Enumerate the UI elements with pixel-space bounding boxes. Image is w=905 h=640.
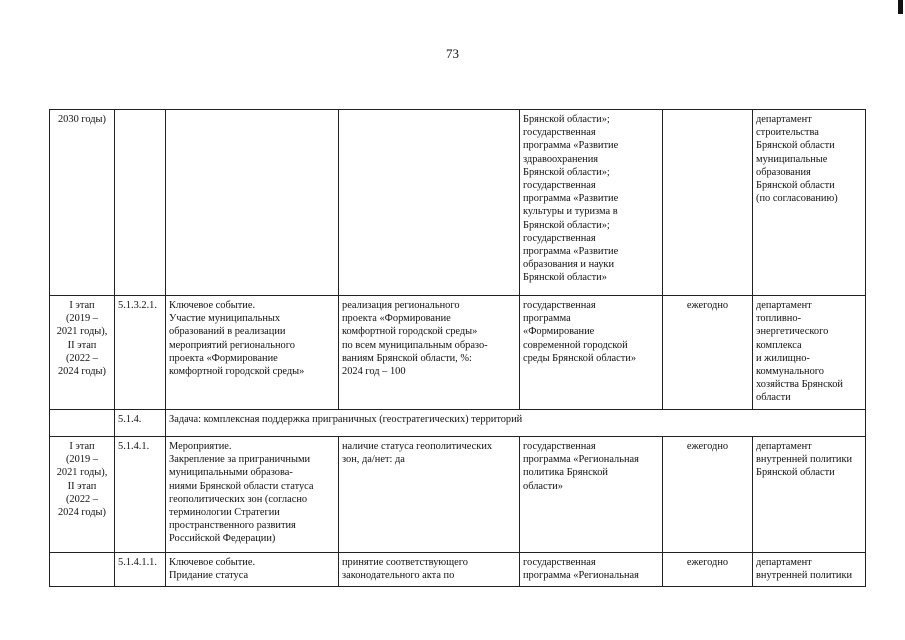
- responsible-cell: департамент строительства Брянской области муниципальные образования Брянской области (по согласованию): [753, 110, 866, 296]
- activity-name-cell: Ключевое событие. Участие муниципальных образований в реализации мероприятий регионального проекта «Формирование комфортной городской среды»: [166, 296, 339, 410]
- frequency-cell: ежегодно: [663, 553, 753, 587]
- indicator-cell: реализация регионального проекта «Формирование комфортной городской среды» по всем муниципальным образо- ваниям Брянской области, %: 2024 год – 100: [339, 296, 520, 410]
- code-cell: 5.1.3.2.1.: [115, 296, 166, 410]
- activity-name-cell: [166, 110, 339, 296]
- stage-cell: [50, 410, 115, 437]
- responsible-cell: департамент внутренней политики Брянской области: [753, 437, 866, 553]
- code-cell: 5.1.4.: [115, 410, 166, 437]
- scan-edge-mark: [898, 0, 903, 14]
- page-number: 73: [446, 46, 459, 61]
- program-cell: Брянской области»; государственная программа «Развитие здравоохранения Брянской области»; государственная программа «Развитие культуры и туризма в Брянской области»; государственная программа «Развитие образования и науки Брянской области»: [520, 110, 663, 296]
- indicator-cell: наличие статуса геополитических зон, да/нет: да: [339, 437, 520, 553]
- indicator-cell: принятие соответствующего законодательного акта по: [339, 553, 520, 587]
- table-row: [50, 553, 866, 587]
- activity-name-cell: Мероприятие. Закрепление за приграничными муниципальными образова- ниями Брянской области статуса геополитических зон (согласно терминологии Стратегии пространственного развития Российской Федерации): [166, 437, 339, 553]
- indicator-cell: [339, 110, 520, 296]
- responsible-cell: департамент топливно- энергетического комплекса и жилищно- коммунального хозяйства Брянской области: [753, 296, 866, 410]
- stage-cell: I этап (2019 – 2021 годы), II этап (2022 – 2024 годы): [50, 437, 115, 553]
- code-cell: 5.1.4.1.: [115, 437, 166, 553]
- program-cell: государственная программа «Региональная политика Брянской области»: [520, 437, 663, 553]
- activity-name-cell: Ключевое событие. Придание статуса: [166, 553, 339, 587]
- task-cell: Задача: комплексная поддержка приграничных (геостратегических) территорий: [166, 410, 866, 437]
- code-cell: 5.1.4.1.1.: [115, 553, 166, 587]
- stage-cell: I этап (2019 – 2021 годы), II этап (2022 – 2024 годы): [50, 296, 115, 410]
- table-row: [50, 296, 866, 410]
- stage-cell: [50, 553, 115, 587]
- table-row: [50, 410, 866, 437]
- activity-plan-table: [49, 109, 866, 587]
- responsible-cell: департамент внутренней политики: [753, 553, 866, 587]
- frequency-cell: ежегодно: [663, 437, 753, 553]
- table-row: [50, 437, 866, 553]
- code-cell: [115, 110, 166, 296]
- table-row: [50, 110, 866, 296]
- frequency-cell: [663, 110, 753, 296]
- program-cell: государственная программа «Региональная: [520, 553, 663, 587]
- program-cell: государственная программа «Формирование современной городской среды Брянской области»: [520, 296, 663, 410]
- stage-cell: 2030 годы): [50, 110, 115, 296]
- frequency-cell: ежегодно: [663, 296, 753, 410]
